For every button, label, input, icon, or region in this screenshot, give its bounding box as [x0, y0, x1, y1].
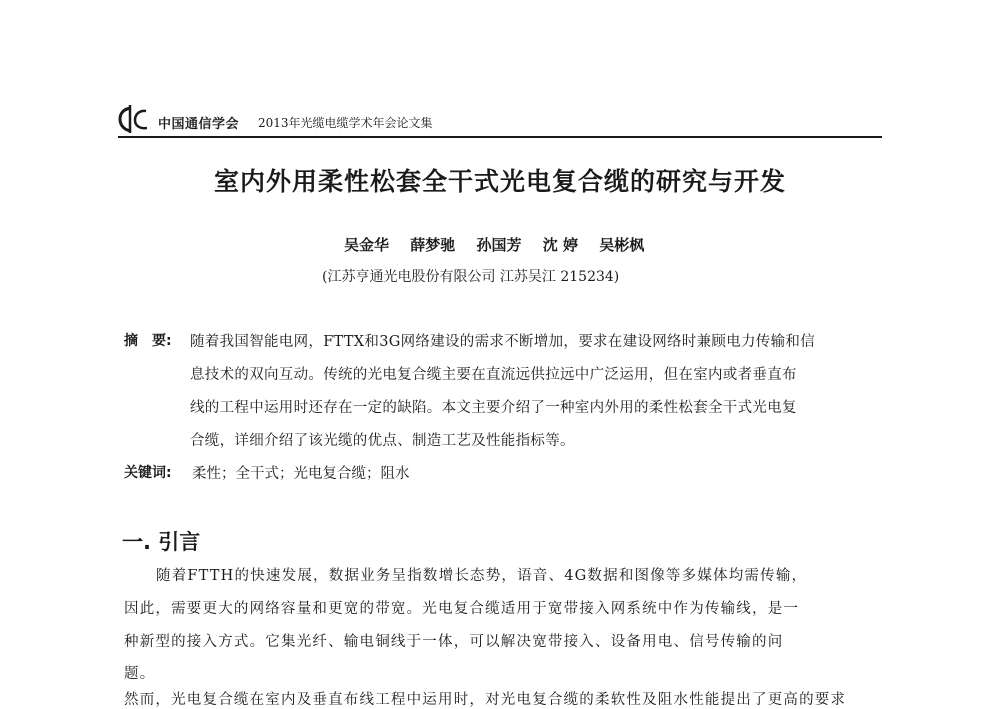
- paper-title: 室内外用柔性松套全干式光电复合缆的研究与开发: [213, 167, 786, 196]
- header-divider: [118, 136, 882, 138]
- section-heading: 一. 引言: [122, 530, 201, 554]
- page-header: [118, 104, 888, 136]
- body-line: 种新型的接入方式。它集光纤、输电铜线于一体，可以解决宽带接入、设备用电、信号传输的问: [124, 634, 784, 650]
- keywords-label: 关键词:: [124, 465, 172, 481]
- author-name: 吴彬枫: [599, 236, 645, 254]
- author-name: 吴金华: [344, 236, 390, 254]
- body-line-cut-off: 然而，光电复合缆在室内及垂直布线工程中运用时，对光电复合缆的柔软性及阻水性能提出了更高的要求: [124, 692, 847, 708]
- affiliation: (江苏亨通光电股份有限公司 江苏吴江 215234): [322, 269, 620, 285]
- abstract-label: 摘 要:: [124, 333, 172, 349]
- author-list: [344, 234, 660, 255]
- abstract-line: 息技术的双向互动。传统的光电复合缆主要在直流远供拉远中广泛运用，但在室内或者垂直布: [190, 367, 797, 383]
- society-logo-icon: [118, 104, 152, 134]
- author-name: 孙国芳: [476, 236, 522, 254]
- society-name: 中国通信学会: [158, 117, 240, 132]
- keywords-text: 柔性；全干式；光电复合缆；阻水: [192, 466, 410, 482]
- body-line: 随着FTTH的快速发展，数据业务呈指数增长态势，语音、4G数据和图像等多媒体均需传输，: [156, 568, 808, 584]
- proceedings-title: 2013年光缆电缆学术年会论文集: [258, 116, 433, 130]
- author-name: 薛梦驰: [410, 236, 456, 254]
- body-line: 因此，需要更大的网络容量和更宽的带宽。光电复合缆适用于宽带接入网系统中作为传输线，是一: [124, 601, 800, 617]
- body-line: 题。: [124, 666, 156, 682]
- abstract-line: 随着我国智能电网，FTTX和3G网络建设的需求不断增加，要求在建设网络时兼顾电力传输和信: [190, 334, 815, 350]
- abstract-line: 合缆，详细介绍了该光缆的优点、制造工艺及性能指标等。: [190, 433, 575, 449]
- abstract-line: 线的工程中运用时还存在一定的缺陷。本文主要介绍了一种室内外用的柔性松套全干式光电复: [190, 400, 797, 416]
- author-name: 沈 婷: [542, 236, 578, 254]
